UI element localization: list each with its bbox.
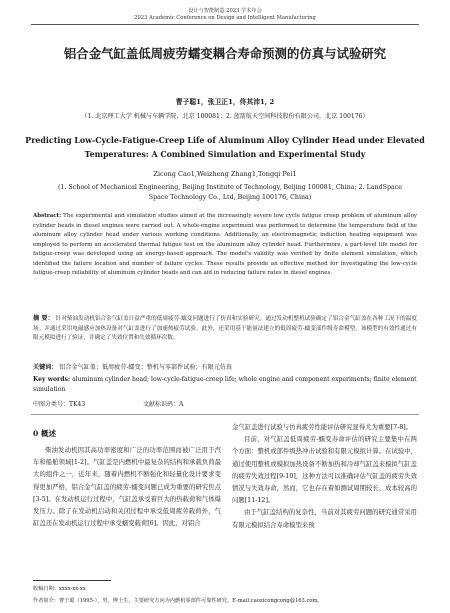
keywords-cn bbox=[33, 363, 417, 372]
body-column-left bbox=[33, 422, 221, 530]
abstract-cn-label: 摘 要： bbox=[33, 315, 54, 322]
authors-cn: 曹子聪1，张卫正1，佟其沛1, 2 bbox=[175, 98, 275, 106]
body-paragraph: 柴油发动机因其高功率密度和广泛的功率范围而被广泛用于汽车和船舶领域[1-2]。气缸盖是内燃机中最复杂的结构和承载负荷最大的组件之一，近年来，随着内燃机不断强化和轻量化设计要求变得更加严格，铝合金气缸盖的疲劳-蠕变问题已成为重要的研究焦点[3-5]。在发动机运行过程中，气缸盖承受着巨大的热载荷和气体爆发压力。除了在发动机启动和关闭过程中承受低周疲劳载荷外，气缸盖还在发动机运行过程中承受蠕变载荷[6]。因此，对铝合 bbox=[33, 447, 221, 528]
clc-value: TK43 bbox=[69, 401, 86, 408]
keywords-cn-text: 铝合金气缸盖；低周疲劳-蠕变；整机与零部件试验；有限元仿真 bbox=[59, 364, 232, 371]
footnote-received: 收稿日期：xxxx-xx-xx bbox=[33, 586, 86, 592]
keywords-en-label: Key words: bbox=[33, 376, 71, 383]
abstract-en bbox=[33, 212, 417, 279]
section-divider bbox=[31, 414, 419, 415]
paper-title-en: Predicting Low-Cycle-Fatigue-Creep Life of Aluminum Alloy Cylinder Head under Elevated Temperatures: A Combined Simulation and Experimental Study bbox=[25, 136, 425, 159]
affiliations-cn: （1. 北京理工大学 机械与车辆学院，北京 100081；2. 蓝箭航天空间科技股份有限公司，北京 100176） bbox=[81, 113, 369, 120]
authors-en: Zicong Cao1,Weizheng Zhang1,Tongqi Pei1 bbox=[153, 170, 297, 178]
affiliations-en: (1. School of Mechanical Engineering, Beijing Institute of Technology, Beijing 100081, China; 2. LandSpace Space Technology Co., Ltd, Beijing 100176, China) bbox=[57, 184, 403, 201]
keywords-en bbox=[33, 375, 417, 395]
conference-name-en: 2023 Academic Conference on Design and Intelligent Manufacturing bbox=[134, 15, 316, 21]
footnote-divider bbox=[33, 580, 111, 581]
keywords-en-text: aluminum cylinder head; low-cycle-fatigue-creep life; whole engine and component experiments; finite element simulation bbox=[33, 376, 417, 393]
body-paragraph: 目前，对气缸盖低周疲劳-蠕变寿命评估的研究主要集中在两个方面：整机或部件级热冲击试验和有限元模拟计算。在试验中，通过使用整机或模拟加热设备不断加热和冷却气缸盖来模拟气缸盖的疲劳失效过程[9-10]，这种方法可以准确评估气缸盖的疲劳失效情况与失效寿命，然而，它也存在着如测试周期较长、成本较高的问题[11-12]。 bbox=[232, 436, 417, 505]
body-paragraph: 金气缸盖进行试验与仿真疲劳性能评估研究显得尤为重要[7-8]。 bbox=[232, 424, 413, 431]
footnote-author: 作者简介：曹子聪（1995-），男，博士生，主要研究方向为内燃机零部件可靠性研究。E-mail:caozicongcong@163.com。 bbox=[33, 598, 323, 604]
abstract-cn-text: 针对柴油发动机铝合金气缸盖日益严重的低周疲劳-蠕变问题进行了仿真和实验研究。通过发动机整机试验确定了铝合金气缸盖在各种工况下的温度场。并通过采用电磁感应加热设备对气缸盖进行了加速热疲劳试验。此外，还采用基于能量法建立的低周疲劳-蠕变部件级寿命模型。该模型的有效性通过有限元模拟进行了验证，并确定了失效位置和失效循环次数。 bbox=[33, 316, 417, 341]
doc-code-label: 文献标识码： bbox=[143, 401, 180, 408]
body-column-right bbox=[232, 422, 417, 532]
abstract-cn bbox=[33, 314, 417, 344]
abstract-en-label: Abstract: bbox=[33, 213, 62, 219]
header-divider bbox=[31, 24, 419, 25]
clc-label: 中图分类号： bbox=[33, 401, 70, 408]
section-heading: 0 概述 bbox=[33, 429, 57, 438]
classification-row bbox=[33, 399, 417, 408]
body-paragraph: 由于气缸盖结构的复杂性，当前对其疲劳问题的研究通常采用有限元模拟结合寿命模型来预 bbox=[232, 509, 417, 529]
doc-code bbox=[143, 399, 183, 408]
paper-title-cn: 铝合金气缸盖低周疲劳蠕变耦合寿命预测的仿真与试验研究 bbox=[63, 46, 387, 61]
doc-code-value: A bbox=[179, 401, 184, 408]
abstract-en-text: The experimental and simulation studies aimed at the increasingly severe low cycle fatigue creep problem of aluminum alloy cylinder heads in diesel engines were carried out. A whole-engine experiment was performed to determine the temperature field of the aluminum alloy cylinder head under various working conditions. Additionally, an electromagnetic induction heating equipment was employed to perform an accelerated thermal fatigue test on the aluminum alloy cylinder head. Furthermore, a part-level life model for fatigue-creep was developed using an energy-based approach. The model's validity was verified by finite element simulation, which identified the failure location and number of failure cycles. These results provide an effective method for investigating the low-cycle fatigue-creep reliability of aluminum cylinder heads and can aid in reducing failure rates in diesel engines. bbox=[33, 213, 417, 276]
keywords-cn-label: 关键词： bbox=[33, 364, 58, 371]
conference-name-cn: 设计与智能制造 2023 学术年会 bbox=[188, 8, 262, 14]
